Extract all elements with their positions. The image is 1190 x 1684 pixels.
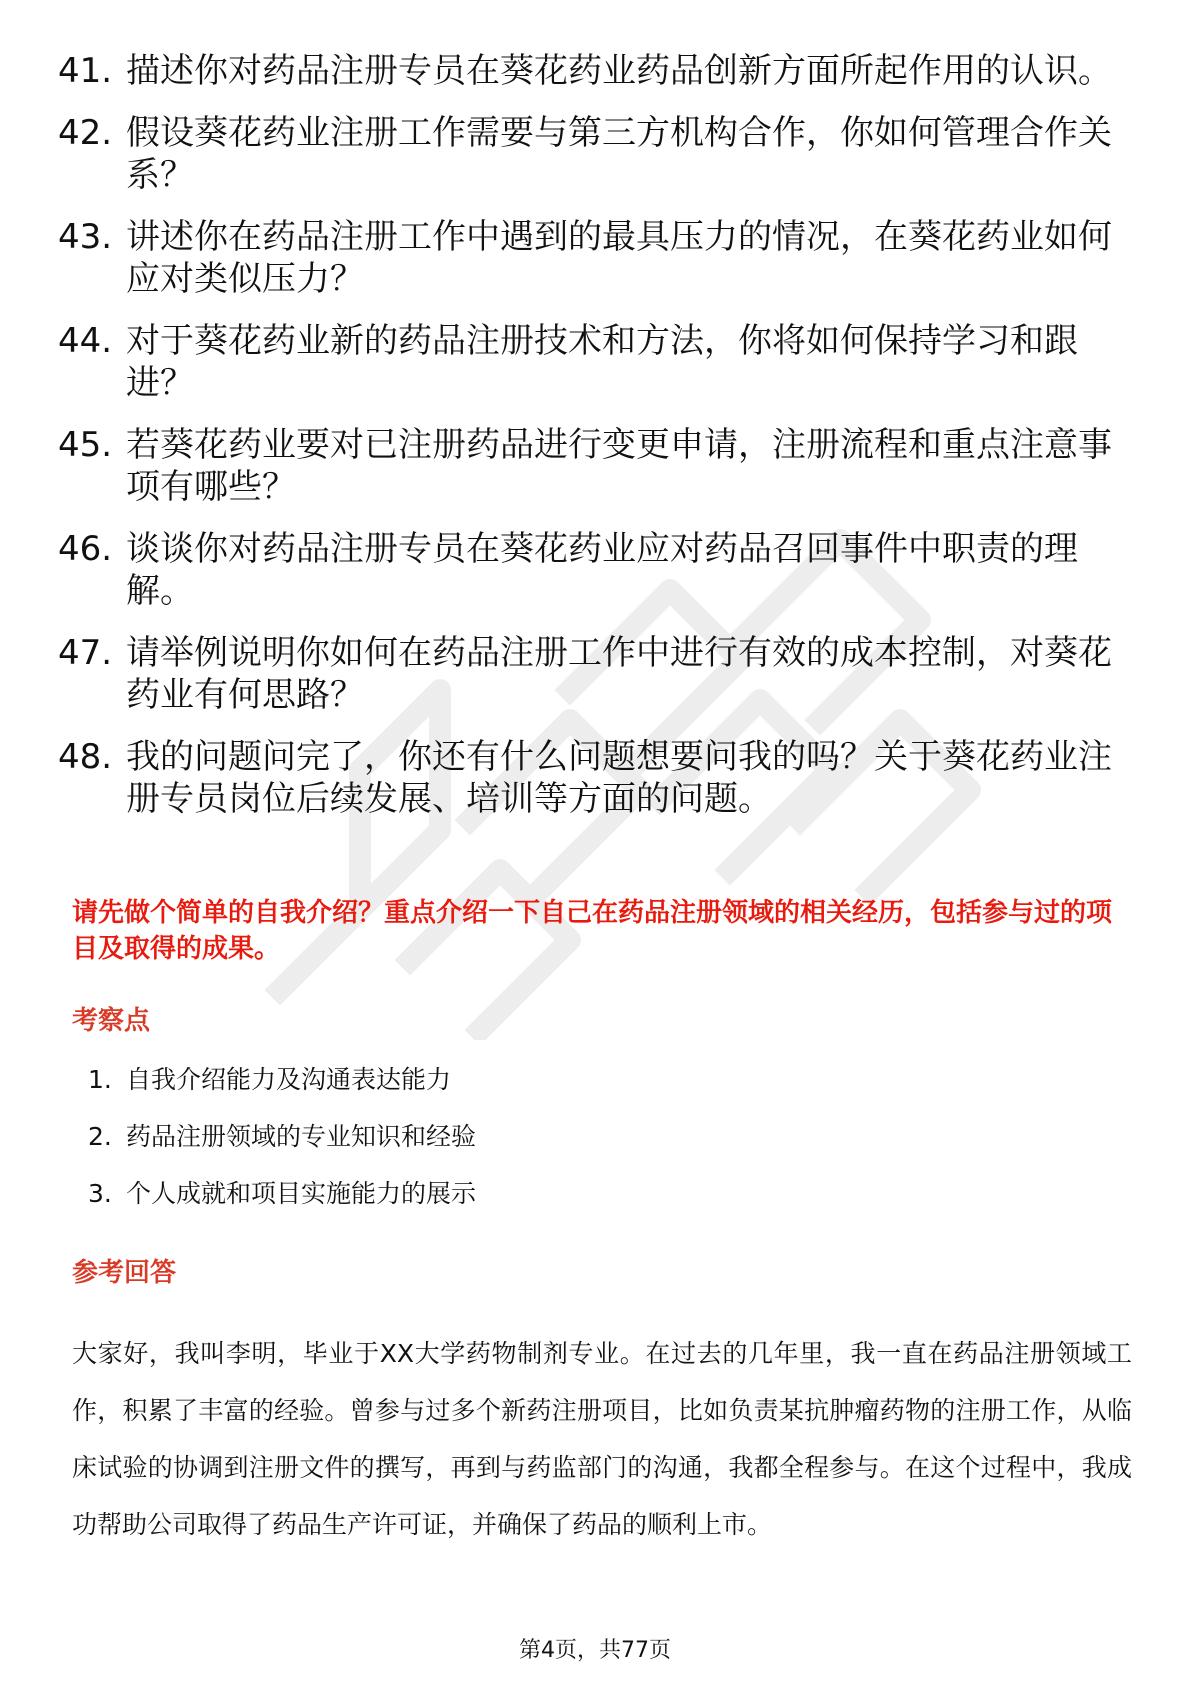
question-text: 谈谈你对药品注册专员在葵花药业应对药品召回事件中职责的理解。 (126, 529, 1078, 611)
highlight-question: 请先做个简单的自我介绍？重点介绍一下自己在药品注册领域的相关经历，包括参与过的项目及取得的成果。 (72, 898, 1113, 964)
question-number: 42. (58, 113, 113, 153)
reference-answer-title: 参考回答 (72, 1258, 177, 1288)
question-text: 我的问题问完了，你还有什么问题想要问我的吗？关于葵花药业注册专员岗位后续发展、培训等方面的问题。 (126, 737, 1112, 819)
assessment-point (88, 1065, 1088, 1095)
question-item (58, 424, 1128, 508)
question-text: 讲述你在药品注册工作中遇到的最具压力的情况，在葵花药业如何应对类似压力？ (126, 217, 1112, 299)
assessment-point-text: 药品注册领域的专业知识和经验 (126, 1122, 477, 1151)
question-text: 请举例说明你如何在药品注册工作中进行有效的成本控制，对葵花药业有何思路？ (126, 633, 1112, 715)
question-text: 若葵花药业要对已注册药品进行变更申请，注册流程和重点注意事项有哪些？ (126, 425, 1112, 507)
question-number: 46. (58, 529, 113, 569)
question-item (58, 216, 1128, 300)
question-number: 47. (58, 633, 113, 673)
question-number: 44. (58, 321, 113, 361)
question-text: 描述你对药品注册专员在葵花药业药品创新方面所起作用的认识。 (126, 51, 1112, 91)
question-text: 假设葵花药业注册工作需要与第三方机构合作，你如何管理合作关系？ (126, 113, 1112, 195)
question-number: 43. (58, 217, 113, 257)
question-item (58, 736, 1128, 820)
assessment-point-text: 自我介绍能力及沟通表达能力 (126, 1065, 452, 1094)
reference-answer-text: 大家好，我叫李明，毕业于XX大学药物制剂专业。在过去的几年里，我一直在药品注册领域工作，积累了丰富的经验。曾参与过多个新药注册项目，比如负责某抗肿瘤药物的注册工作，从临床试验的协调到注册文件的撰写，再到与药监部门的沟通，我都全程参与。在这个过程中，我成功帮助公司取得了药品生产许可证，并确保了药品的顺利上市。 (72, 1339, 1132, 1539)
assessment-point-list (88, 1065, 1088, 1236)
assessment-point-number: 1. (88, 1065, 112, 1094)
question-item (58, 320, 1128, 404)
assessment-title: 考察点 (72, 1006, 151, 1036)
question-item (58, 112, 1128, 196)
question-number: 41. (58, 51, 113, 91)
assessment-point (88, 1122, 1088, 1152)
question-item (58, 528, 1128, 612)
question-item (58, 632, 1128, 716)
page-footer: 第4页，共77页 (519, 1638, 671, 1663)
assessment-point-number: 2. (88, 1122, 112, 1151)
question-list (58, 50, 1128, 840)
assessment-point-number: 3. (88, 1179, 112, 1208)
question-text: 对于葵花药业新的药品注册技术和方法，你将如何保持学习和跟进？ (126, 321, 1078, 403)
assessment-point-text: 个人成就和项目实施能力的展示 (126, 1179, 477, 1208)
question-number: 45. (58, 425, 113, 465)
question-item (58, 50, 1128, 92)
question-number: 48. (58, 737, 113, 777)
assessment-point (88, 1179, 1088, 1209)
